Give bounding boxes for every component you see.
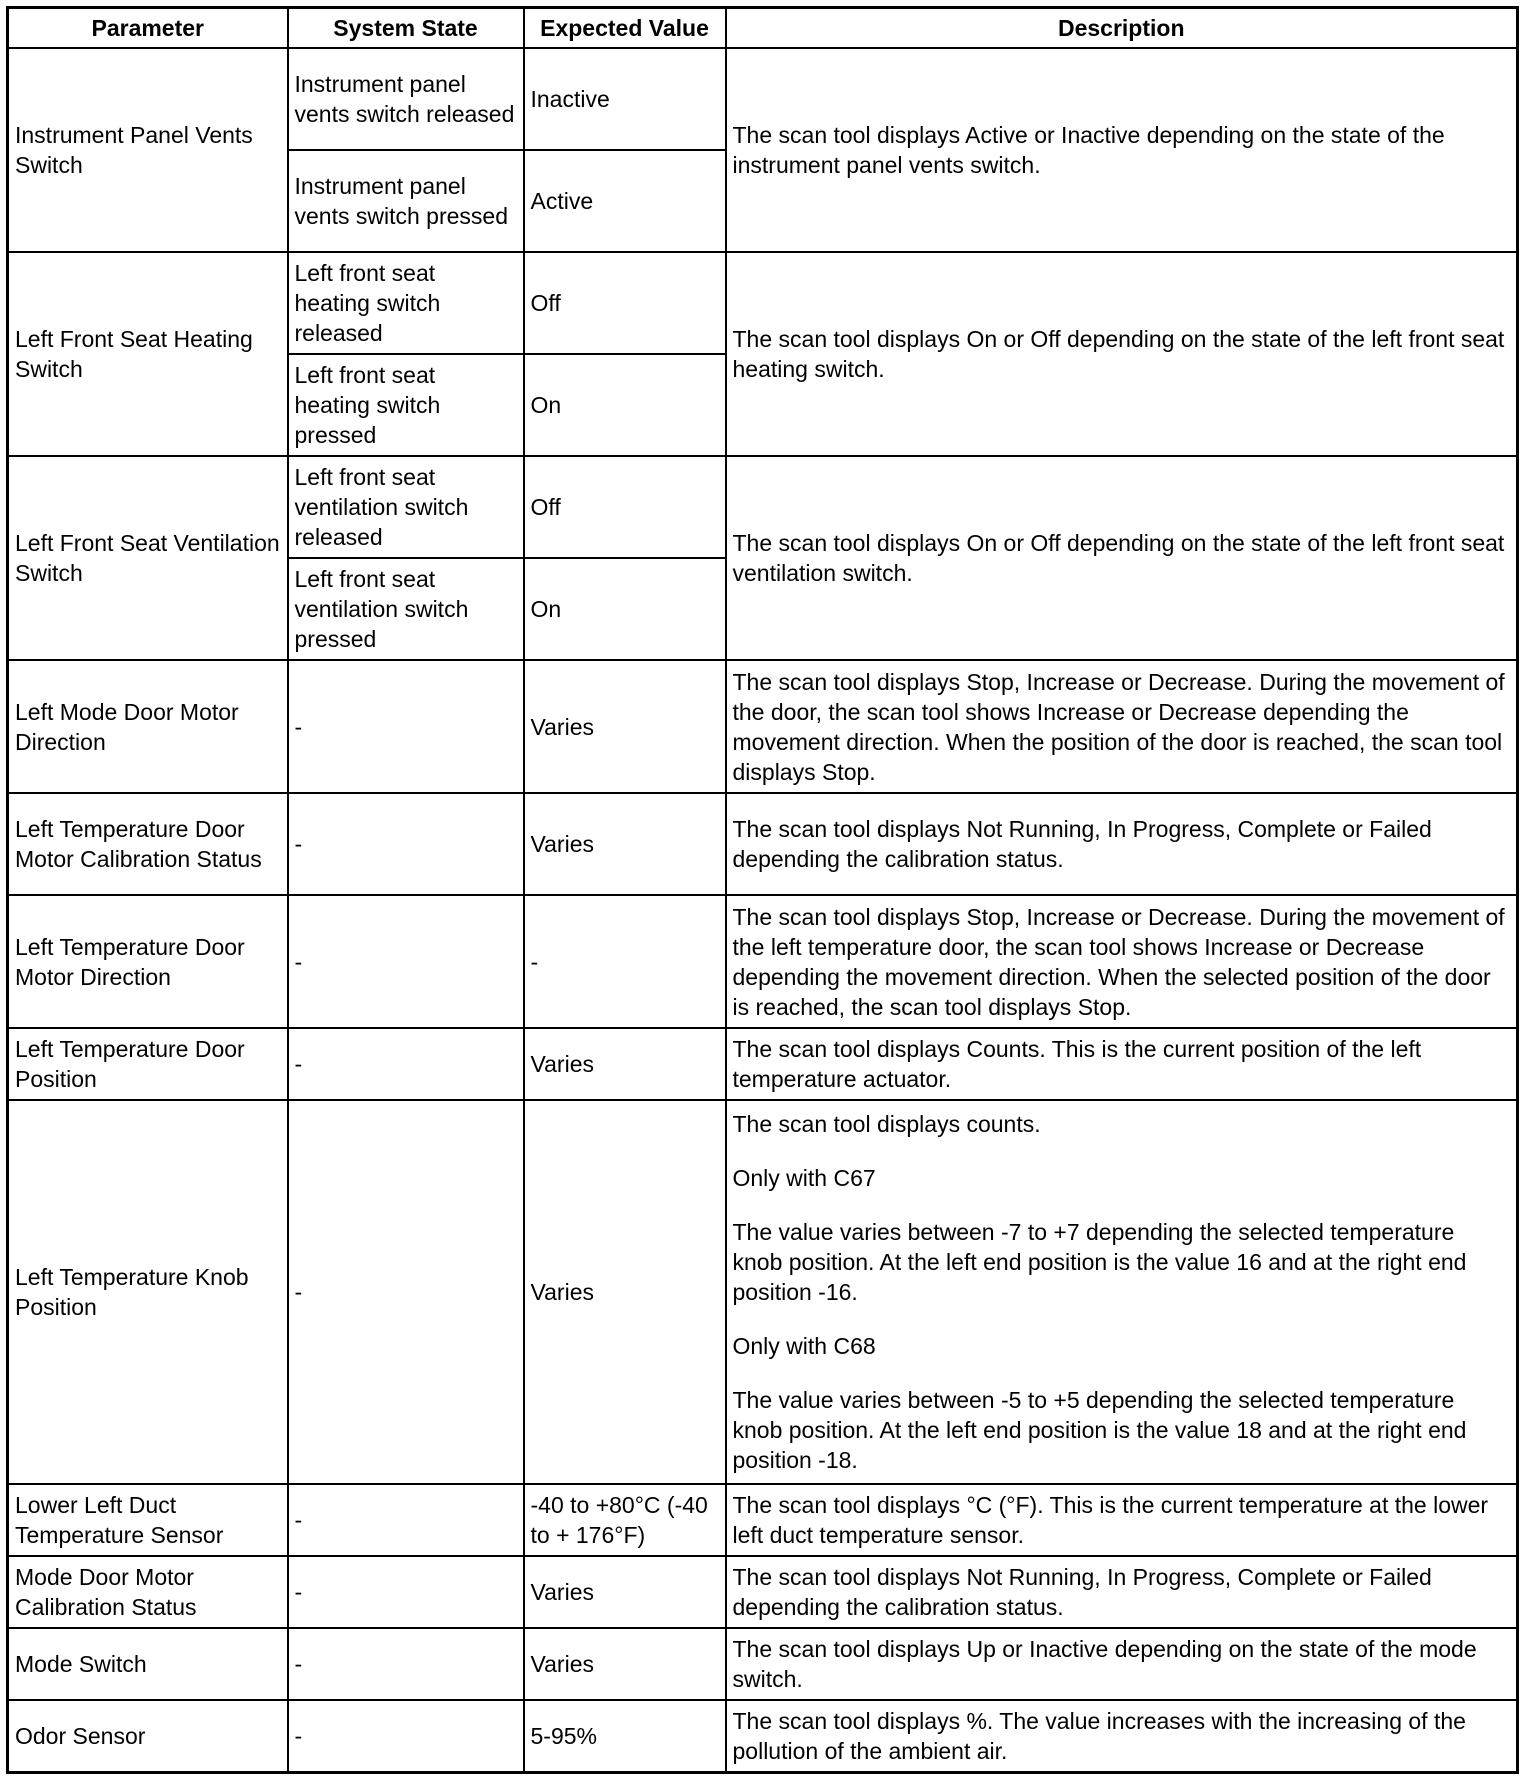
cell-system-state: - <box>288 1100 524 1484</box>
cell-expected-value: Varies <box>524 793 726 895</box>
cell-expected-value: Varies <box>524 1028 726 1100</box>
description-text: The scan tool displays On or Off depending on the state of the left front seat ventilation switch. <box>732 530 1505 586</box>
header-description: Description <box>726 8 1518 49</box>
table-row <box>8 1628 1518 1700</box>
header-system-state: System State <box>288 8 524 49</box>
cell-system-state: - <box>288 895 524 1028</box>
cell-expected-value: Off <box>524 252 726 354</box>
cell-expected-value: Active <box>524 150 726 252</box>
cell-system-state: Left front seat ventilation switch pressed <box>288 558 524 660</box>
cell-system-state: Left front seat heating switch pressed <box>288 354 524 456</box>
cell-description <box>726 660 1518 793</box>
table-row <box>8 252 1518 354</box>
cell-description <box>726 1484 1518 1556</box>
cell-system-state: - <box>288 1484 524 1556</box>
cell-parameter: Left Temperature Door Position <box>8 1028 288 1100</box>
cell-description <box>726 1100 1518 1484</box>
table-row <box>8 1556 1518 1628</box>
table-row <box>8 793 1518 895</box>
cell-expected-value: Inactive <box>524 48 726 150</box>
cell-description <box>726 793 1518 895</box>
cell-expected-value: Varies <box>524 660 726 793</box>
cell-description <box>726 456 1518 660</box>
parameter-table-sheet <box>6 6 1516 1774</box>
description-text: The scan tool displays %. The value increases with the increasing of the pollution of the ambient air. <box>732 1707 1466 1764</box>
cell-parameter: Left Front Seat Heating Switch <box>8 252 288 456</box>
cell-expected-value: On <box>524 558 726 660</box>
table-row <box>8 456 1518 558</box>
cell-expected-value: - <box>524 895 726 1028</box>
cell-description <box>726 1628 1518 1700</box>
description-text: The scan tool displays Stop, Increase or Decrease. During the movement of the left temperature door, the scan tool shows Increase or Decrease depending the movement direction. When the selected position of the door is reached, the scan tool displays Stop. <box>732 903 1505 1020</box>
description-text: The scan tool displays Not Running, In Progress, Complete or Failed depending the calibration status. <box>732 1564 1432 1620</box>
cell-expected-value: -40 to +80°C (-40 to + 176°F) <box>524 1484 726 1556</box>
cell-parameter: Instrument Panel Vents Switch <box>8 48 288 252</box>
cell-system-state: Instrument panel vents switch pressed <box>288 150 524 252</box>
cell-parameter: Left Temperature Knob Position <box>8 1100 288 1484</box>
cell-expected-value: Varies <box>524 1628 726 1700</box>
cell-system-state: Left front seat ventilation switch released <box>288 456 524 558</box>
header-expected-value: Expected Value <box>524 8 726 49</box>
description-text: The scan tool displays Up or Inactive depending on the state of the mode switch. <box>732 1636 1477 1692</box>
description-text: The scan tool displays Stop, Increase or Decrease. During the movement of the door, the scan tool shows Increase or Decrease depending the movement direction. When the position of the door is reached, the scan tool displays Stop. <box>732 668 1505 785</box>
cell-description <box>726 895 1518 1028</box>
cell-parameter: Lower Left Duct Temperature Sensor <box>8 1484 288 1556</box>
scan-tool-parameter-table <box>6 6 1519 1774</box>
table-row <box>8 1028 1518 1100</box>
cell-system-state: - <box>288 1700 524 1772</box>
cell-expected-value: 5-95% <box>524 1700 726 1772</box>
table-row <box>8 895 1518 1028</box>
cell-expected-value: Varies <box>524 1100 726 1484</box>
cell-system-state: Instrument panel vents switch released <box>288 48 524 150</box>
cell-description <box>726 1700 1518 1772</box>
cell-system-state: - <box>288 793 524 895</box>
cell-description <box>726 48 1518 252</box>
cell-expected-value: Varies <box>524 1556 726 1628</box>
cell-system-state: Left front seat heating switch released <box>288 252 524 354</box>
cell-parameter: Left Mode Door Motor Direction <box>8 660 288 793</box>
cell-parameter: Left Temperature Door Motor Direction <box>8 895 288 1028</box>
cell-parameter: Odor Sensor <box>8 1700 288 1772</box>
cell-parameter: Mode Switch <box>8 1628 288 1700</box>
table-header-row <box>8 8 1518 49</box>
cell-parameter: Left Temperature Door Motor Calibration Status <box>8 793 288 895</box>
description-text: The value varies between -5 to +5 depending the selected temperature knob position. At the left end position is the value 18 and at the right end position -18. <box>732 1387 1467 1473</box>
description-text: The value varies between -7 to +7 depending the selected temperature knob position. At the left end position is the value 16 and at the right end position -16. <box>732 1219 1467 1305</box>
cell-system-state: - <box>288 1028 524 1100</box>
cell-parameter: Left Front Seat Ventilation Switch <box>8 456 288 660</box>
cell-expected-value: On <box>524 354 726 456</box>
cell-description <box>726 252 1518 456</box>
description-text: Only with C67 <box>732 1165 876 1191</box>
description-text: The scan tool displays Active or Inactive depending on the state of the instrument panel vents switch. <box>732 122 1445 178</box>
description-text: Only with C68 <box>732 1333 876 1359</box>
description-text: The scan tool displays Counts. This is the current position of the left temperature actuator. <box>732 1036 1422 1092</box>
description-text: The scan tool displays °C (°F). This is the current temperature at the lower left duct temperature sensor. <box>732 1492 1489 1548</box>
header-parameter: Parameter <box>8 8 288 49</box>
description-text: The scan tool displays Not Running, In Progress, Complete or Failed depending the calibration status. <box>732 816 1432 872</box>
description-text: The scan tool displays On or Off depending on the state of the left front seat heating switch. <box>732 326 1505 382</box>
cell-system-state: - <box>288 1628 524 1700</box>
table-row <box>8 1484 1518 1556</box>
table-row <box>8 1700 1518 1772</box>
cell-description <box>726 1028 1518 1100</box>
cell-description <box>726 1556 1518 1628</box>
table-row <box>8 660 1518 793</box>
description-text: The scan tool displays counts. <box>732 1111 1041 1137</box>
cell-system-state: - <box>288 660 524 793</box>
cell-system-state: - <box>288 1556 524 1628</box>
table-row <box>8 1100 1518 1484</box>
table-row <box>8 48 1518 150</box>
cell-expected-value: Off <box>524 456 726 558</box>
cell-parameter: Mode Door Motor Calibration Status <box>8 1556 288 1628</box>
